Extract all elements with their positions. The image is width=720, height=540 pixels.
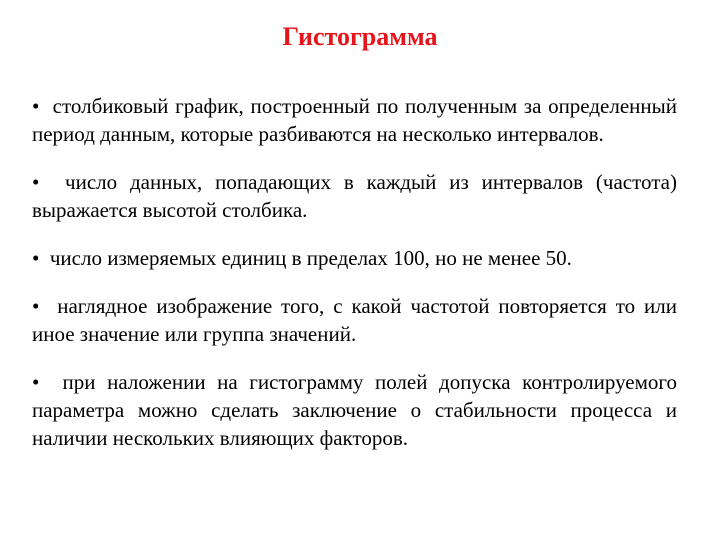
bullet-marker: •: [32, 370, 63, 394]
bullet-marker: •: [32, 294, 58, 318]
bullet-text: наглядное изображение того, с какой частотой повторяется то или иное значение или группа значений.: [32, 294, 677, 346]
bullet-text: число данных, попадающих в каждый из интервалов (частота) выражается высотой столбика.: [32, 170, 677, 222]
bullet-item: [32, 244, 677, 272]
bullet-item: [32, 368, 677, 452]
bullet-text: число измеряемых единиц в пределах 100, но не менее 50.: [49, 246, 572, 270]
bullet-item: [32, 92, 677, 148]
bullet-text: столбиковый график, построенный по полученным за определенный период данным, которые разбиваются на несколько интервалов.: [32, 94, 677, 146]
bullet-marker: •: [32, 246, 50, 270]
slide-title: Гистограмма: [282, 22, 438, 51]
bullet-marker: •: [32, 94, 53, 118]
bullet-item: [32, 168, 677, 224]
bullet-item: [32, 292, 677, 348]
bullet-marker: •: [32, 170, 66, 194]
bullet-text: при наложении на гистограмму полей допуска контролируемого параметра можно сделать заключение о стабильности процесса и наличии нескольких влияющих факторов.: [32, 370, 677, 450]
bullet-list: [32, 92, 677, 472]
